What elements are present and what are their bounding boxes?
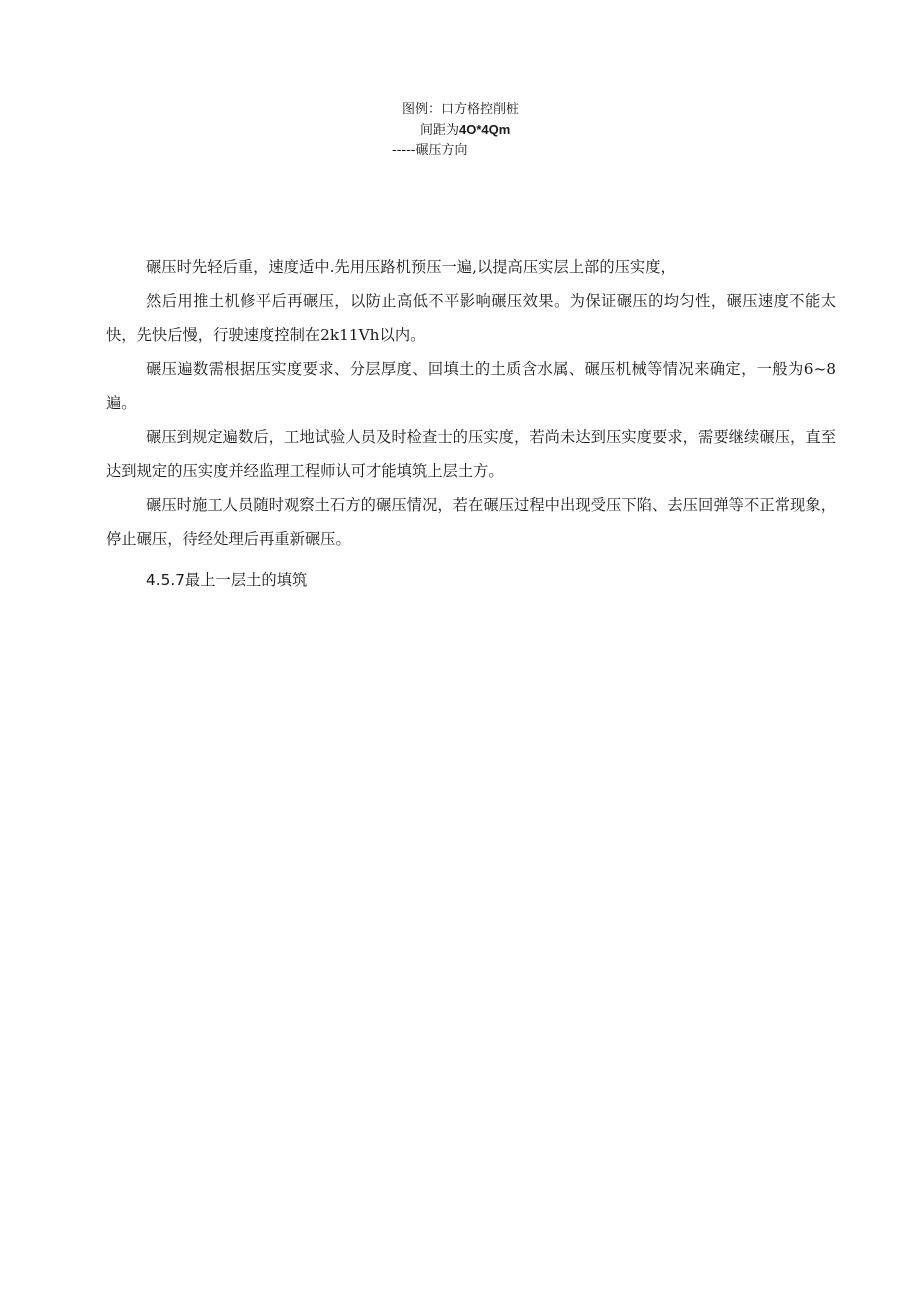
body-text — [106, 250, 836, 556]
legend-stake-label: 图例：口方格控削桩 — [402, 102, 520, 117]
legend-spacing — [360, 120, 590, 141]
paragraph-5: 碾压时施工人员随时观察土石方的碾压情况，若在碾压过程中出现受压下陷、去压回弹等不正常现象，停止碾压，待经处理后再重新碾压。 — [106, 496, 836, 548]
legend-spacing-value: 4O*4Qm — [459, 122, 511, 137]
section-heading: 4.5.7最上一层土的填筑 — [146, 571, 308, 589]
paragraph-3: 碾压遍数需根据压实度要求、分层厚度、回填土的土质含水属、碾压机械等情况来确定，一般为6~8遍。 — [106, 360, 836, 412]
legend-spacing-prefix: 间距为 — [420, 123, 460, 138]
figure-legend — [360, 100, 590, 161]
paragraph-4: 碾压到规定遍数后，工地试验人员及时检查士的压实度，若尚未达到压实度要求，需要继续碾压，直至达到规定的压实度并经监理工程师认可才能填筑上层土方。 — [106, 428, 836, 480]
paragraph-1: 碾压时先轻后重，速度适中.先用压路机预压一遍,以提高压实层上部的压实度， — [146, 258, 676, 276]
paragraph-2: 然后用推土机修平后再碾压，以防止高低不平影响碾压效果。为保证碾压的均匀性，碾压速度不能太快，先快后慢，行驶速度控制在2k11Vh以内。 — [106, 292, 836, 344]
legend-direction-label: -----碾压方向 — [392, 143, 468, 158]
